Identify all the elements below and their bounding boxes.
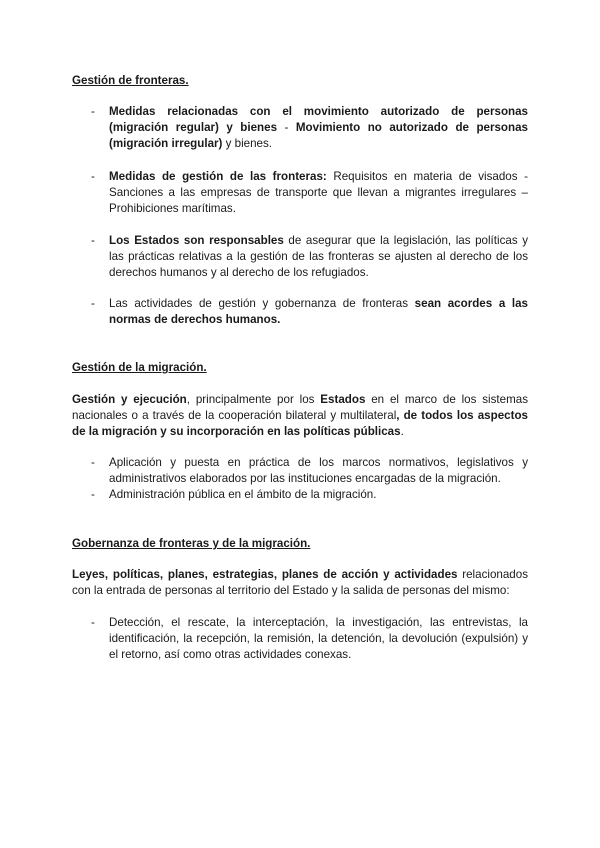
- list-item: [91, 169, 528, 217]
- list-dash: -: [91, 488, 95, 501]
- list-item-text: Medidas de gestión de las fronteras: Requisitos en materia de visados - Sanciones a las empresas de transporte que llevan a migrantes irregulares – Prohibiciones marítimas.: [109, 170, 528, 215]
- section-intro-paragraph: Leyes, políticas, planes, estrategias, planes de acción y actividades relacionados con la entrada de personas al territorio del Estado y la salida de personas del mismo:: [72, 568, 528, 597]
- list-dash: -: [91, 297, 95, 310]
- list-item-text: Medidas relacionadas con el movimiento autorizado de personas (migración regular) y bienes - Movimiento no autorizado de personas (migración irregular) y bienes.: [109, 105, 528, 150]
- list-item-text: Detección, el rescate, la interceptación, la investigación, las entrevistas, la identificación, la recepción, la remisión, la detención, la devolución (expulsión) y el retorno, así como otras actividades conexas.: [109, 616, 528, 661]
- heading-gobernanza: Gobernanza de fronteras y de la migración.: [72, 537, 311, 550]
- list-item-text: Aplicación y puesta en práctica de los marcos normativos, legislativos y administrativos elaborados por las instituciones encargadas de la migración.: [109, 456, 528, 485]
- list-dash: -: [91, 234, 95, 247]
- list-item-text: Las actividades de gestión y gobernanza de fronteras sean acordes a las normas de derechos humanos.: [109, 297, 529, 326]
- list-dash: -: [91, 456, 95, 469]
- list-item: [91, 615, 528, 663]
- list-item: [91, 104, 528, 152]
- heading-gestion-fronteras: Gestión de fronteras.: [72, 74, 189, 87]
- list-item: [91, 487, 528, 503]
- list-item-text: Los Estados son responsables de asegurar que la legislación, las políticas y las prácticas relativas a la gestión de las fronteras se ajusten al derecho de los derechos humanos y al derecho de los refugiados.: [109, 234, 528, 279]
- list-item: [91, 296, 528, 328]
- list-item: [91, 233, 528, 281]
- list-dash: -: [91, 616, 95, 629]
- section-intro-paragraph: Gestión y ejecución, principalmente por los Estados en el marco de los sistemas nacionales o a través de la cooperación bilateral y multilateral, de todos los aspectos de la migración y su incorporación en las políticas públicas.: [72, 393, 528, 438]
- list-dash: -: [91, 105, 95, 118]
- list-item-text: Administración pública en el ámbito de la migración.: [109, 488, 377, 501]
- heading-gestion-migracion: Gestión de la migración.: [72, 361, 207, 374]
- list-item: [91, 455, 528, 487]
- list-dash: -: [91, 170, 95, 183]
